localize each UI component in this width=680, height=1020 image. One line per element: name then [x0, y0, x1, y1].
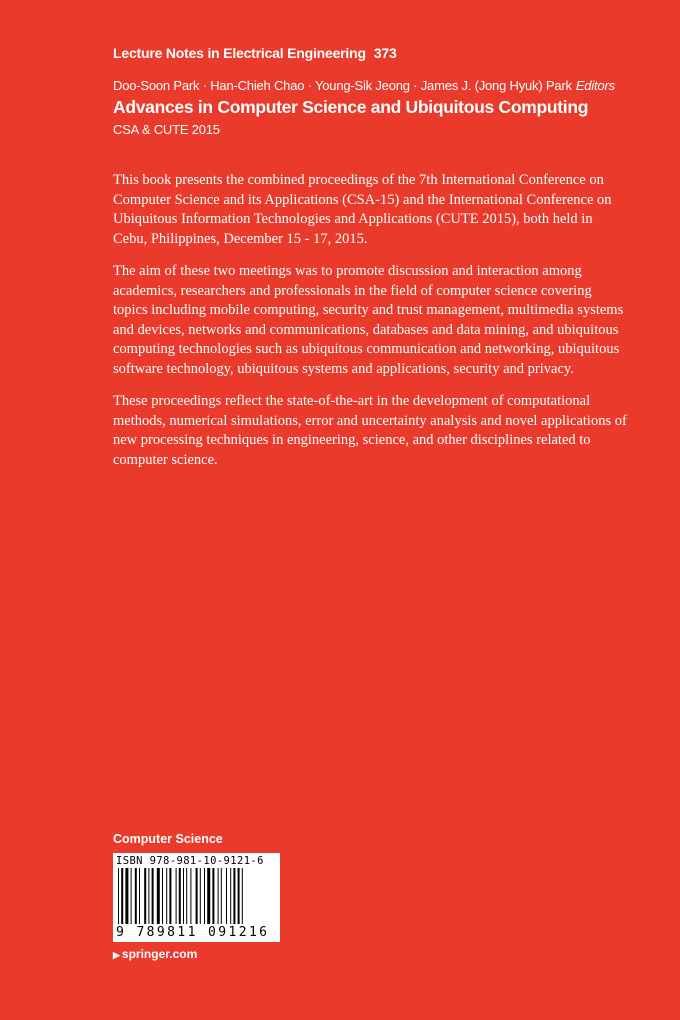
isbn-label: ISBN 978-981-10-9121-6 [116, 855, 264, 867]
description-paragraph: These proceedings reflect the state-of-the-art in the development of computational methods, numerical simulations, error and uncertainty analysis and novel applications of new processing techniques in engineering, science, and other disciplines related to computer science. [113, 393, 627, 468]
triangle-right-icon: ▶ [113, 950, 120, 960]
series-volume: 373 [373, 45, 397, 61]
editors-line [113, 78, 615, 93]
website-url: springer.com [121, 947, 198, 961]
isbn-barcode [113, 853, 280, 942]
book-subtitle: CSA & CUTE 2015 [113, 122, 220, 137]
editors-role: Editors [575, 78, 615, 93]
book-description [113, 171, 628, 483]
ean-digits: 9 789811 091216 [116, 925, 270, 940]
publisher-website[interactable] [113, 947, 197, 961]
book-title: Advances in Computer Science and Ubiquitous Computing [113, 97, 589, 117]
editor-names: Doo-Soon Park · Han-Chieh Chao · Young-Sik Jeong · James J. (Jong Hyuk) Park [113, 78, 572, 93]
series-name: Lecture Notes in Electrical Engineering [113, 45, 366, 61]
description-paragraph: This book presents the combined proceedings of the 7th International Conference on Computer Science and its Applications (CSA-15) and the International Conference on Ubiquitous Information Technologies and Applications (CUTE 2015), both held in Cebu, Philippines, December 15 - 17, 2015. [113, 172, 612, 247]
series-line [113, 45, 397, 61]
description-paragraph: The aim of these two meetings was to promote discussion and interaction among academics, researchers and professionals in the field of computer science covering topics including mobile computing, security and trust management, multimedia systems and devices, networks and communications, databases and data mining, and ubiquitous computing technologies such as ubiquitous communication and networking, ubiquitous software technology, ubiquitous systems and applications, security and privacy. [113, 263, 624, 377]
subject-category: Computer Science [113, 832, 223, 846]
barcode-bars [116, 868, 277, 924]
